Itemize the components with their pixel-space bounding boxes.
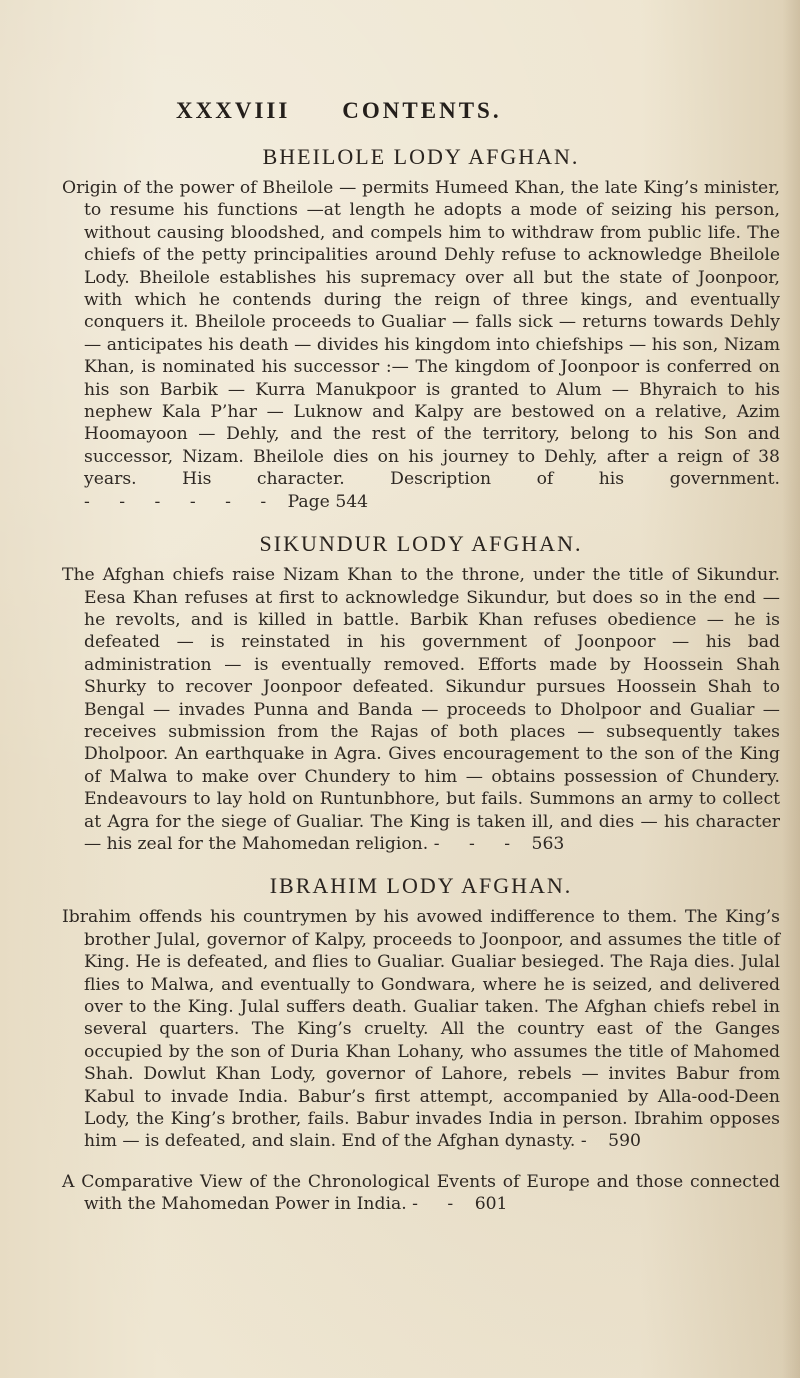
contents-list [62, 144, 780, 1234]
leader-dots: - - - [433, 833, 523, 854]
page-number: 601 [474, 1194, 508, 1215]
chapter-summary-text: Origin of the power of Bheilole — permits Humeed Khan, the late King’s minister, to resume his functions —at length he adopts a mode of seizing his person, without causing bloodshed, and compels him to withdraw from public life. The chiefs of the petty principalities around Dehly refuse to acknowledge Bheilole Lody. Bheilole establishes his supremacy over all but the state of Joonpoor, with which he contends during the reign of three kings, and eventually conquers it. Bheilole proceeds to Gualiar — falls sick — returns towards Dehly — anticipates his death — divides his kingdom into chiefships — his son, Nizam Khan, is nominated his successor :— The kingdom of Joonpoor is conferred on his son Barbik — Kurra Manukpoor is granted to Alum — Bhyraich to his nephew Kala P’har — Luknow and Kalpy are bestowed on a relative, Azim Hoomayoon — Dehly, and the rest of the territory, belong to his Son and successor, Nizam. Bheilole dies on his journey to Dehly, after a reign of 38 years. His character. Description of his government. [62, 178, 780, 490]
page-number-roman: XXXVIII [176, 98, 291, 123]
chapter-summary [62, 177, 780, 513]
chapter-summary-text: The Afghan chiefs raise Nizam Khan to the throne, under the title of Sikundur. Eesa Khan refuses at first to acknowledge Sikundur, but does so in the end — he revolts, and is killed in battle. Barbik Khan refuses obedience — he is defeated — is reinstated in his government of Joonpoor — his bad administration — is eventually removed. Efforts made by Hoossein Shah Shurky to recover Joonpoor defeated. Sikundur pursues Hoossein Shah to Bengal — invades Punna and Banda — proceeds to Dholpoor and Gualiar — receives submission from the Rajas of both places — subsequently takes Dholpoor. An earthquake in Agra. Gives encouragement to the son of the King of Malwa to make over Chundery to him — obtains possession of Chundery. Endeavours to lay hold on Runtunbhore, but fails. Summons an army to collect at Agra for the siege of Gualiar. The King is taken ill, and dies — his character — his zeal for the Mahomedan religion. [62, 565, 780, 854]
comparative-summary [62, 1171, 780, 1216]
chapter-summary [62, 906, 780, 1152]
page-edge-shadow [782, 0, 800, 1378]
page-number: 563 [531, 833, 565, 854]
comparative-view-entry [62, 1171, 780, 1216]
chapter-title: IBRAHIM LODY AFGHAN. [269, 873, 573, 899]
page-reference [581, 1131, 641, 1151]
running-head [176, 98, 626, 124]
page-reference [412, 1194, 507, 1214]
comparative-text: A Comparative View of the Chronological Events of Europe and those connected with the Mahomedan Power in India. [62, 1171, 780, 1215]
chapter-title: SIKUNDUR LODY AFGHAN. [259, 531, 583, 557]
chapter-summary [62, 564, 780, 855]
page-title: CONTENTS. [342, 98, 502, 123]
chapter-title: BHEILOLE LODY AFGHAN. [262, 144, 580, 169]
page-number: Page 544 [287, 491, 369, 512]
chapter-bheilole [62, 144, 780, 513]
chapter-ibrahim [62, 873, 780, 1152]
leader-dots: - - - - - - [84, 491, 279, 512]
page-reference [434, 834, 565, 854]
leader-dots: - - [412, 1194, 466, 1215]
leader-dots: - [580, 1131, 599, 1152]
page-reference [84, 492, 368, 512]
page-number: 590 [608, 1131, 641, 1152]
chapter-sikundur [62, 531, 780, 855]
chapter-summary-text: Ibrahim offends his countrymen by his avowed indifference to them. The King’s brother Julal, governor of Kalpy, proceeds to Joonpoor, and assumes the title of King. He is defeated, and flies to Gualiar. Gualiar besieged. The Raja dies. Julal flies to Malwa, and eventually to Gondwara, where he is seized, and delivered over to the King. Julal suffers death. Gualiar taken. The Afghan chiefs rebel in several quarters. The King’s cruelty. All the country east of the Ganges occupied by the son of Duria Khan Lohany, who assumes the title of Mahomed Shah. Dowlut Khan Lody, governor of Lahore, rebels — invites Babur from Kabul to invade India. Babur’s first attempt, accompanied by Alla-ood-Deen Lody, the King’s brother, fails. Babur invades India in person. Ibrahim opposes him — is defeated, and slain. End of the Afghan dynasty. [62, 907, 780, 1152]
